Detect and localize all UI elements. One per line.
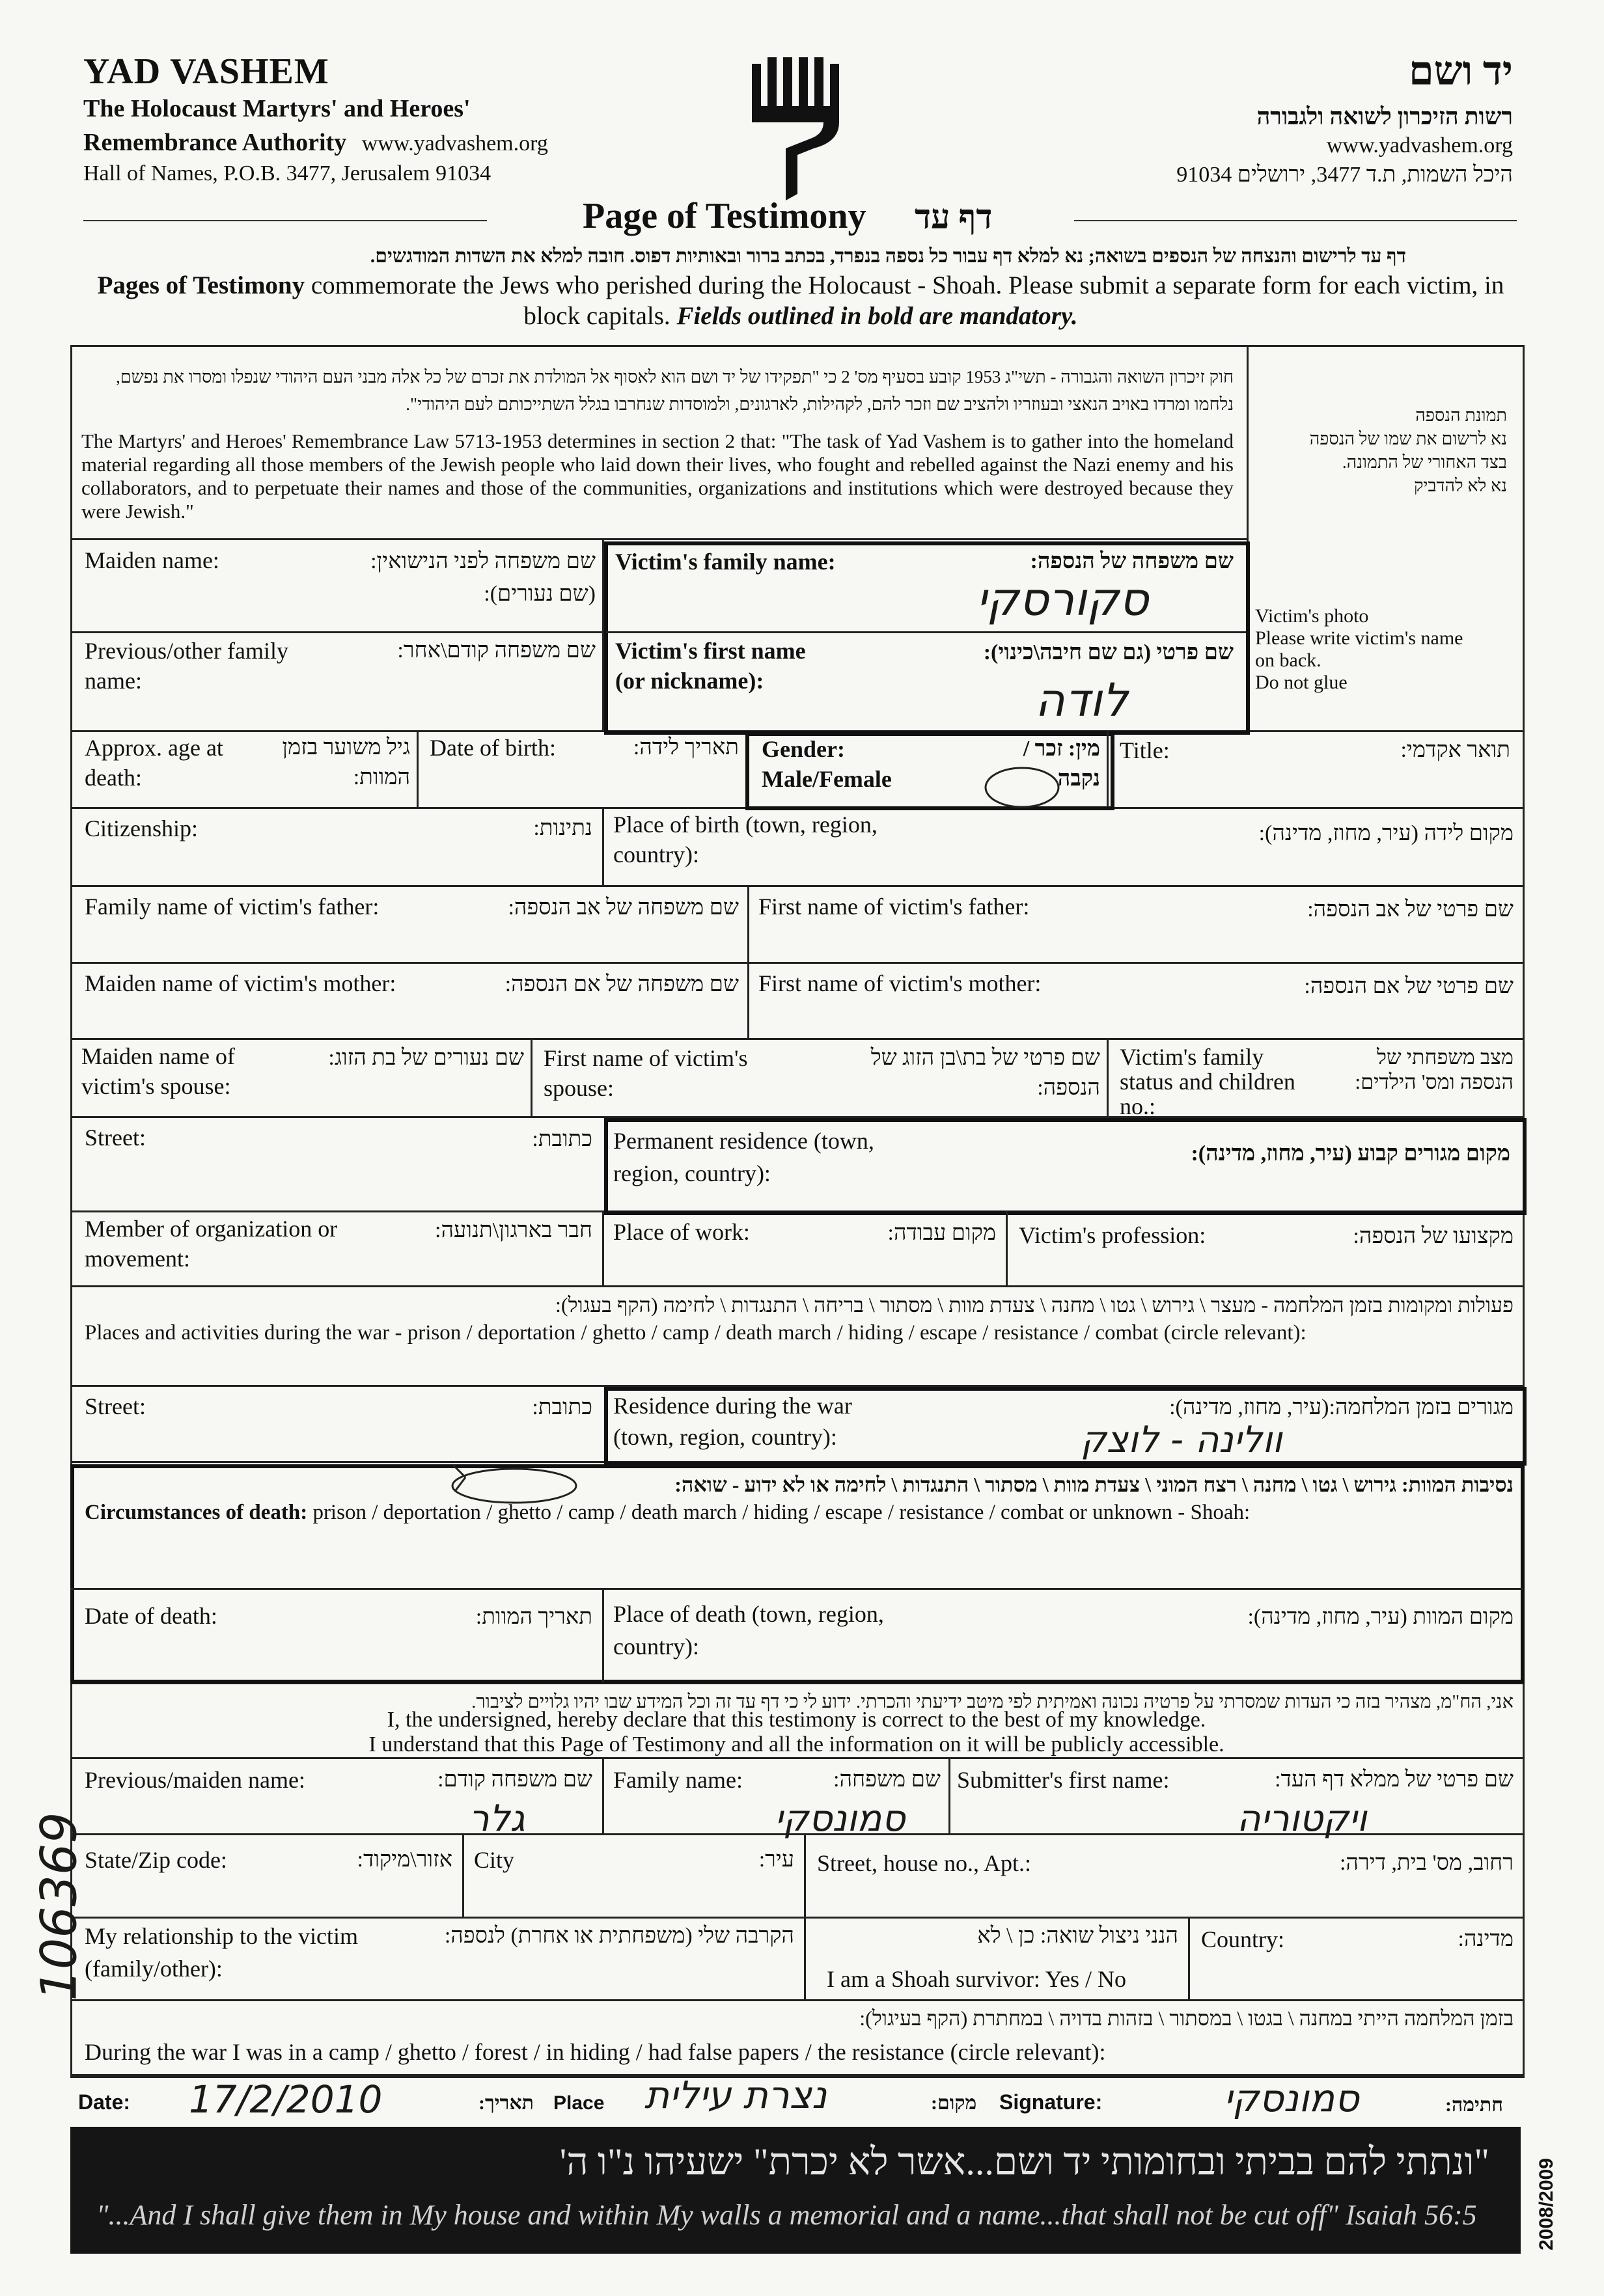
perm-res-label: Permanent residence (town, region, country): <box>613 1128 874 1186</box>
page-title-en: Page of Testimony <box>583 196 866 236</box>
place-of-death-label-he: מקום המוות (עיר, מחוז, מדינה): <box>1247 1605 1514 1629</box>
dob-label-he: תאריך לידה: <box>633 735 739 759</box>
maiden-name-label-he: שם משפחה לפני הנישואין: (שם נעורים): <box>370 549 596 606</box>
father-family-label: Family name of victim's father: <box>85 894 380 920</box>
first-name-label: Victim's first name (or nickname): <box>615 638 806 694</box>
grid-line <box>602 1757 604 1833</box>
address-en: Hall of Names, P.O.B. 3477, Jerusalem 91034 <box>83 161 491 185</box>
age-label-he: גיל משוער בזמן המוות: <box>282 735 410 789</box>
signature-label: Signature: <box>999 2090 1103 2114</box>
first-name-value[interactable]: לודה <box>1035 674 1128 727</box>
intro-en-body: commemorate the Jews who perished during the Holocaust - Shoah. Please submit a separate form for each victim, in block capitals. <box>305 271 1504 330</box>
date-of-death-label: Date of death: <box>85 1603 217 1629</box>
page-title-he: דף עד <box>915 199 993 236</box>
family-status-label: Victim's family status and children no.: <box>1120 1044 1295 1119</box>
death-circ-he: נסיבות המוות: גירוש \ גטו \ מחנה \ רצח המוני \ צעדת מוות \ מסתור \ התנגדות \ לחימה או לא ידוע - שואה: <box>674 1473 1514 1496</box>
date-label-he: תאריך: <box>478 2092 534 2114</box>
country-label: Country: <box>1201 1926 1285 1952</box>
submitter-family-value[interactable]: סמונסקי <box>775 1797 906 1840</box>
photo-he-4: נא לא להדביק <box>1413 476 1507 495</box>
street2-label-he: כתובת: <box>532 1395 592 1419</box>
submitter-prev-name-value[interactable]: גלר <box>469 1797 525 1840</box>
signature-value[interactable]: סמונסקי <box>1224 2076 1359 2120</box>
photo-en-2: Please write victim's name <box>1255 627 1463 649</box>
org-name-he: יד ושם <box>1408 49 1513 94</box>
war-i-he: בזמן המלחמה הייתי במחנה \ בגטו \ במסתור \ בזהות בדויה \ במחתרת (הקף בעיגול): <box>859 2006 1514 2030</box>
previous-name-label-he: שם משפחה קודם\אחר: <box>397 638 596 663</box>
family-status-label-he: מצב משפחתי של הנספה ומס' הילדים: <box>1355 1045 1514 1093</box>
maiden-name-label: Maiden name: <box>85 547 219 573</box>
declaration-en-2: I understand that this Page of Testimony and all the information on it will be publicly accessible. <box>368 1732 1224 1756</box>
previous-name-label: Previous/other family name: <box>85 638 288 694</box>
gender-circle <box>983 765 1061 810</box>
death-circ-en-label: Circumstances of death: <box>85 1501 308 1524</box>
mother-first-label-he: שם פרטי של אם הנספה: <box>1304 974 1514 998</box>
street-apt-label-he: רחוב, מס' בית, דירה: <box>1339 1851 1514 1875</box>
intro-en-bold: Pages of Testimony <box>97 271 305 299</box>
grid-line <box>70 538 1249 540</box>
org-name-en: YAD VASHEM <box>83 51 329 92</box>
family-name-value[interactable]: סקורסקי <box>976 573 1149 626</box>
place-label: Place <box>553 2092 605 2114</box>
first-name-label-he: שם פרטי (גם שם חיבה\כינוי): <box>983 640 1234 664</box>
law-en: The Martyrs' and Heroes' Remembrance Law 5713-1953 determines in section 2 that: "The task of Yad Vashem is to gather into the homeland material regarding all those members of the Jewish people who laid down their lives, who fought and rebelled against the Nazi enemy and his collaborators, and to perpetuate their names and those of the communities, organizations and institutions which were destroyed because they were Jewish." <box>81 430 1234 523</box>
spouse-first-label: First name of victim's spouse: <box>544 1045 748 1101</box>
member-label-he: חבר בארגון\תנועה: <box>435 1218 592 1242</box>
citizenship-label: Citizenship: <box>85 815 198 841</box>
title-label: Title: <box>1120 737 1170 763</box>
zip-label-he: אזור\מיקוד: <box>357 1848 452 1872</box>
family-name-label: Victim's family name: <box>615 549 836 575</box>
intro-he: דף עד לרישום והנצחה של הנספים בשואה; נא למלא דף עבור כל נספה בנפרד, בכתב ברור ובאותיות דפוס. חובה למלא את השדות המודגשים. <box>370 245 1406 267</box>
authority-he: רשות הזיכרון לשואה ולגבורה <box>1256 103 1513 130</box>
city-label-he: עיר: <box>758 1848 794 1872</box>
profession-label-he: מקצועו של הנספה: <box>1353 1224 1514 1248</box>
pob-label: Place of birth (town, region, country): <box>613 812 878 868</box>
header-rule-left <box>83 220 487 221</box>
intro-en-mandatory: Fields outlined in bold are mandatory. <box>676 302 1078 330</box>
grid-line <box>804 1917 806 1999</box>
grid-line <box>70 962 1523 964</box>
grid-line <box>70 885 1523 887</box>
date-of-death-label-he: תאריך המוות: <box>475 1605 592 1629</box>
date-value[interactable]: 17/2/2010 <box>189 2077 383 2122</box>
family-name-label-he: שם משפחה של הנספה: <box>1030 549 1234 573</box>
mother-maiden-label: Maiden name of victim's mother: <box>85 970 396 996</box>
side-archive-number: 106369 <box>29 1812 88 2001</box>
grid-line <box>531 1038 532 1116</box>
submitter-prev-name-label: Previous/maiden name: <box>85 1767 305 1793</box>
grid-line <box>602 1210 604 1285</box>
profession-label: Victim's profession: <box>1019 1222 1206 1248</box>
signature-label-he: חתימה: <box>1445 2094 1503 2116</box>
spouse-first-label-he: שם פרטי של בת\בן הזוג של הנספה: <box>870 1046 1100 1100</box>
war-i-en: During the war I was in a camp / ghetto / forest / in hiding / had false papers / the resistance (circle relevant): <box>85 2039 1106 2065</box>
header-rule-right <box>1074 220 1517 221</box>
date-label: Date: <box>78 2090 131 2114</box>
submitter-first-value[interactable]: ויקטוריה <box>1237 1797 1367 1840</box>
intro-en <box>85 270 1517 331</box>
photo-en-3: on back. <box>1255 649 1321 671</box>
photo-he-3: בצד האחורי של התמונה. <box>1342 452 1507 472</box>
grid-line <box>70 1757 1523 1759</box>
war-places-he: פעולות ומקומות בזמן המלחמה - מעצר \ גירוש \ גטו \ מחנה \ צעדת מוות \ מסתור \ בריחה \ התנגדות \ לחימה (הקף בעגול): <box>555 1293 1514 1317</box>
father-first-label-he: שם פרטי של אב הנספה: <box>1307 897 1514 922</box>
father-family-label-he: שם משפחה של אב הנספה: <box>508 895 739 920</box>
grid-line <box>70 1917 1523 1919</box>
submitter-prev-name-label-he: שם משפחה קודם: <box>437 1768 592 1792</box>
place-value[interactable]: נצרת עילית <box>644 2073 827 2117</box>
grid-line <box>602 807 604 885</box>
grid-line <box>602 1588 604 1682</box>
country-label-he: מדינה: <box>1458 1927 1514 1951</box>
photo-box-en <box>1255 605 1463 694</box>
relationship-label-he: הקרבה שלי (משפחתית או אחרת) לנספה: <box>444 1924 794 1948</box>
grid-line <box>804 1833 806 1917</box>
banner-quote-en: "...And I shall give them in My house and within My walls a memorial and a name...that shall not be cut off" Isaiah 56:5 <box>96 2199 1477 2231</box>
place-of-death-label: Place of death (town, region, country): <box>613 1601 884 1660</box>
grid-line <box>70 1285 1523 1287</box>
grid-line <box>1107 730 1109 807</box>
street-label: Street: <box>85 1125 146 1151</box>
street-apt-label: Street, house no., Apt.: <box>817 1850 1031 1876</box>
spouse-maiden-label-he: שם נעורים של בת הזוג: <box>328 1046 524 1070</box>
relationship-label: My relationship to the victim (family/other): <box>85 1923 358 1982</box>
photo-box-he <box>1247 403 1507 497</box>
citizenship-label-he: נתינות: <box>533 816 592 840</box>
title-label-he: תואר אקדמי: <box>1400 738 1510 762</box>
grid-line <box>747 885 749 1038</box>
perm-res-label-he: מקום מגורים קבוע (עיר, מחוז, מדינה): <box>1191 1141 1510 1166</box>
war-res-label: Residence during the war (town, region, country): <box>613 1393 852 1450</box>
photo-en-4: Do not glue <box>1255 672 1348 693</box>
grid-line <box>1006 1210 1008 1285</box>
grid-line <box>602 538 604 730</box>
father-first-label: First name of victim's father: <box>758 894 1030 920</box>
gender-label-he: מין: זכר / נקבה <box>1023 737 1100 791</box>
submitter-first-label-he: שם פרטי של ממלא דף העד: <box>1275 1768 1514 1792</box>
submitter-family-label-he: שם משפחה: <box>833 1768 941 1792</box>
submitter-family-label: Family name: <box>613 1767 743 1793</box>
mother-maiden-label-he: שם משפחה של אם הנספה: <box>505 972 739 996</box>
url-en: www.yadvashem.org <box>361 131 548 156</box>
city-label: City <box>474 1847 515 1873</box>
dob-label: Date of birth: <box>430 735 556 761</box>
street-label-he: כתובת: <box>532 1127 592 1151</box>
grid-line <box>462 1833 464 1917</box>
authority-en-line-2 <box>83 128 548 157</box>
submitter-first-label: Submitter's first name: <box>957 1767 1170 1793</box>
photo-en-1: Victim's photo <box>1255 605 1369 627</box>
spouse-maiden-label: Maiden name of victim's spouse: <box>81 1043 235 1099</box>
survivor-label-he: הנני ניצול שואה: כן \ לא <box>977 1924 1178 1948</box>
war-places-en: Places and activities during the war - prison / deportation / ghetto / camp / death march / hiding / escape / resistance / combat (circle relevant): <box>85 1321 1307 1345</box>
authority-en-1: The Holocaust Martyrs' and Heroes' <box>83 95 471 122</box>
shoah-circle <box>449 1461 579 1510</box>
street2-label: Street: <box>85 1393 146 1419</box>
member-label: Member of organization or movement: <box>85 1216 338 1272</box>
declaration-he: אני, הח"מ, מצהיר בזה כי העדות שמסרתי על פרטיה נכונה ואמיתית לפי מיטב ידיעתי והכרתי. ידוע לי כי דף עד זה וכל המידע שבו יהיו גלויים לציבור. <box>471 1691 1514 1712</box>
grid-line <box>1107 1038 1109 1116</box>
survivor-label: I am a Shoah survivor: Yes / No <box>827 1966 1126 1992</box>
quote-banner <box>70 2127 1521 2254</box>
banner-quote-he: "ונתתי להם בביתי ובחומותי יד ושם...אשר לא יכרת" ישעיהו נ"ו ה' <box>559 2140 1489 2183</box>
work-label-he: מקום עבודה: <box>887 1221 996 1245</box>
death-circ-en <box>85 1501 1250 1525</box>
work-label: Place of work: <box>613 1219 750 1245</box>
age-label: Approx. age at death: <box>85 735 223 791</box>
side-year: 2008/2009 <box>1535 2158 1557 2250</box>
grid-line <box>606 631 1244 633</box>
grid-line <box>417 730 419 807</box>
grid-line <box>70 1588 1523 1590</box>
declaration-en-1: I, the undersigned, hereby declare that this testimony is correct to the best of my knowledge. <box>387 1708 1206 1732</box>
gender-label: Gender: Male/Female <box>762 736 892 792</box>
photo-he-2: נא לרשום את שמו של הנספה <box>1309 429 1507 448</box>
place-label-he: מקום: <box>931 2092 977 2114</box>
war-res-label-he: מגורים בזמן המלחמה:(עיר, מחוז, מדינה): <box>1169 1395 1514 1419</box>
photo-he-1: תמונת הנספה <box>1415 405 1507 425</box>
death-circ-en-options: prison / deportation / ghetto / camp / death march / hiding / escape / resistance / combat or unknown - Shoah: <box>307 1501 1251 1524</box>
grid-line <box>948 1757 950 1833</box>
yad-vashem-logo <box>752 57 850 200</box>
url-he: www.yadvashem.org <box>1326 133 1513 157</box>
grid-line <box>70 1999 1523 2001</box>
zip-label: State/Zip code: <box>85 1847 227 1873</box>
war-residence-value[interactable]: וולינה - לוצק <box>1081 1419 1282 1461</box>
address-he: היכל השמות, ת.ד 3477, ירושלים 91034 <box>1176 163 1513 187</box>
grid-line <box>1188 1917 1190 1999</box>
authority-en-2: Remembrance Authority <box>83 129 347 156</box>
law-he: חוק זיכרון השואה והגבורה - תשי"ג 1953 קובע בסעיף מס' 2 כי "תפקידו של יד ושם הוא לאסוף אל המולדת את זכרם של כל אלה מבני העם היהודי שנפלו ומסרו את נפשם, נלחמו ומרדו באויב הנאצי ובעוזריו ולהציב שם וזכר להם, לקהילות, לארגונים, ולמוסדות שנחרבו בגלל השתייכותם לעם היהודי". <box>115 367 1234 414</box>
mother-first-label: First name of victim's mother: <box>758 970 1042 996</box>
pob-label-he: מקום לידה (עיר, מחוז, מדינה): <box>1258 821 1514 845</box>
grid-line <box>70 1038 1523 1040</box>
